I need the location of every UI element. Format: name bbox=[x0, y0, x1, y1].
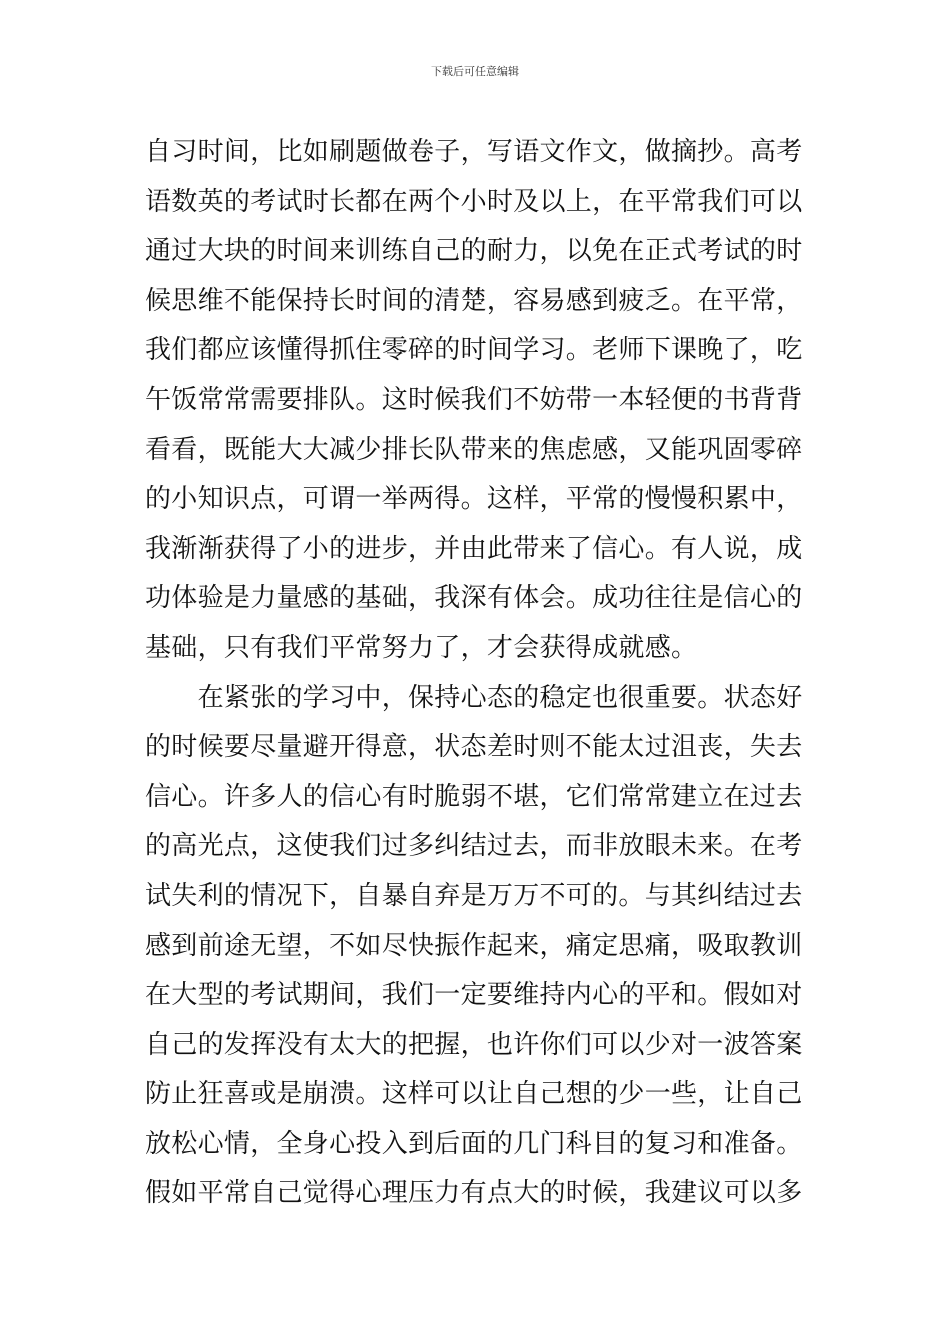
text-line: 的高光点，这使我们过多纠结过去，而非放眼未来。在考 bbox=[145, 831, 803, 862]
text-line: 语数英的考试时长都在两个小时及以上，在平常我们可以 bbox=[145, 186, 803, 217]
text-line: 在紧张的学习中，保持心态的稳定也很重要。状态好 bbox=[145, 682, 803, 713]
text-line: 自己的发挥没有太大的把握，也许你们可以少对一波答案 bbox=[145, 1029, 803, 1060]
text-line: 在大型的考试期间，我们一定要维持内心的平和。假如对 bbox=[145, 980, 803, 1011]
text-line: 试失利的情况下，自暴自弃是万万不可的。与其纠结过去 bbox=[145, 880, 803, 911]
text-line: 放松心情，全身心投入到后面的几门科目的复习和准备。 bbox=[145, 1128, 803, 1159]
text-line: 的小知识点，可谓一举两得。这样，平常的慢慢积累中， bbox=[145, 484, 803, 515]
text-line: 我们都应该懂得抓住零碎的时间学习。老师下课晚了，吃 bbox=[145, 335, 803, 366]
text-line: 功体验是力量感的基础，我深有体会。成功往往是信心的 bbox=[145, 583, 803, 614]
text-line: 基础，只有我们平常努力了，才会获得成就感。 bbox=[145, 632, 698, 663]
page-header: 下载后可任意编辑 bbox=[431, 65, 519, 78]
text-line: 信心。许多人的信心有时脆弱不堪，它们常常建立在过去 bbox=[145, 781, 803, 812]
text-line: 防止狂喜或是崩溃。这样可以让自己想的少一些，让自己 bbox=[145, 1079, 803, 1110]
text-line: 通过大块的时间来训练自己的耐力，以免在正式考试的时 bbox=[145, 236, 803, 267]
text-line: 感到前途无望，不如尽快振作起来，痛定思痛，吸取教训 bbox=[145, 930, 803, 961]
text-line: 午饭常常需要排队。这时候我们不妨带一本轻便的书背背 bbox=[145, 384, 803, 415]
document-body bbox=[145, 128, 815, 1219]
text-line: 看看，既能大大减少排长队带来的焦虑感，又能巩固零碎 bbox=[145, 434, 803, 465]
text-line: 假如平常自己觉得心理压力有点大的时候，我建议可以多 bbox=[145, 1178, 803, 1209]
text-line: 的时候要尽量避开得意，状态差时则不能太过沮丧，失去 bbox=[145, 732, 803, 763]
text-line: 我渐渐获得了小的进步，并由此带来了信心。有人说，成 bbox=[145, 533, 803, 564]
text-line: 候思维不能保持长时间的清楚，容易感到疲乏。在平常， bbox=[145, 285, 803, 316]
text-line: 自习时间，比如刷题做卷子，写语文作文，做摘抄。高考 bbox=[145, 137, 803, 167]
